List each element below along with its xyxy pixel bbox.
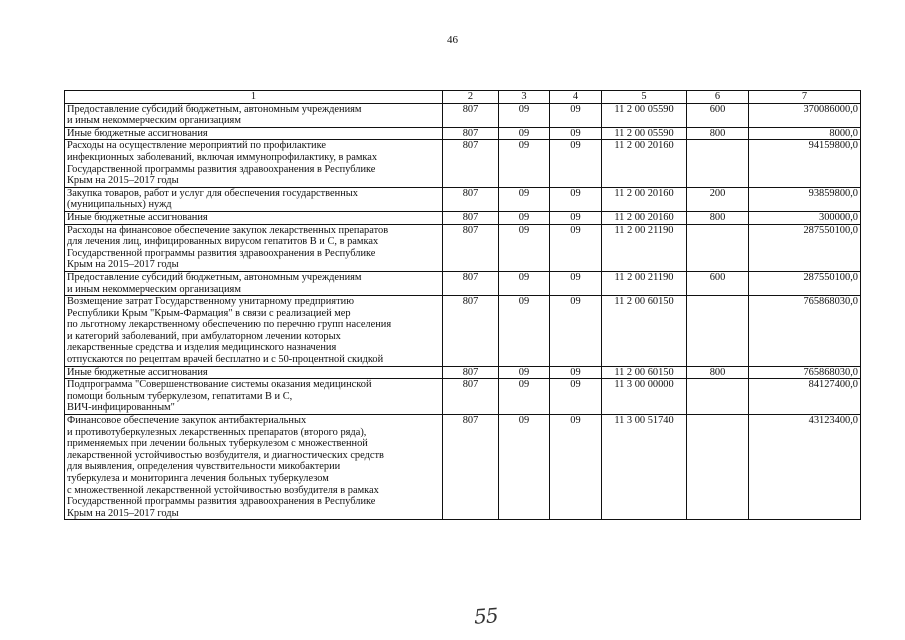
row-amount: 765868030,0	[749, 296, 861, 367]
row-target-article: 11 2 00 20160	[602, 187, 687, 211]
row-expense-type	[687, 379, 749, 415]
row-ministry-code: 807	[443, 366, 499, 379]
row-expense-type	[687, 224, 749, 271]
row-amount: 8000,0	[749, 127, 861, 140]
row-section: 09	[499, 127, 550, 140]
row-subsection: 09	[550, 366, 602, 379]
row-amount: 370086000,0	[749, 103, 861, 127]
row-amount: 84127400,0	[749, 379, 861, 415]
row-subsection: 09	[550, 211, 602, 224]
row-expense-type	[687, 140, 749, 187]
row-ministry-code: 807	[443, 127, 499, 140]
row-section: 09	[499, 140, 550, 187]
header-cell-5: 5	[602, 91, 687, 104]
row-target-article: 11 2 00 05590	[602, 127, 687, 140]
row-name: Закупка товаров, работ и услуг для обеспечения государственных (муниципальных) нужд	[65, 187, 443, 211]
row-target-article: 11 3 00 51740	[602, 415, 687, 520]
row-expense-type: 600	[687, 271, 749, 295]
row-ministry-code: 807	[443, 103, 499, 127]
row-expense-type: 200	[687, 187, 749, 211]
table-row	[65, 211, 861, 224]
row-section: 09	[499, 103, 550, 127]
row-ministry-code: 807	[443, 140, 499, 187]
header-cell-2: 2	[443, 91, 499, 104]
row-amount: 93859800,0	[749, 187, 861, 211]
row-section: 09	[499, 379, 550, 415]
row-ministry-code: 807	[443, 379, 499, 415]
row-expense-type	[687, 296, 749, 367]
row-target-article: 11 2 00 05590	[602, 103, 687, 127]
row-expense-type: 800	[687, 127, 749, 140]
row-ministry-code: 807	[443, 187, 499, 211]
row-subsection: 09	[550, 127, 602, 140]
row-expense-type: 800	[687, 366, 749, 379]
row-name: Иные бюджетные ассигнования	[65, 366, 443, 379]
row-subsection: 09	[550, 296, 602, 367]
row-section: 09	[499, 224, 550, 271]
row-section: 09	[499, 271, 550, 295]
row-subsection: 09	[550, 140, 602, 187]
row-target-article: 11 2 00 21190	[602, 271, 687, 295]
handwritten-page-mark: 55	[473, 603, 499, 629]
table-header-row	[65, 91, 861, 104]
row-amount: 300000,0	[749, 211, 861, 224]
row-section: 09	[499, 415, 550, 520]
row-name: Предоставление субсидий бюджетным, автономным учреждениям и иным некоммерческим организациям	[65, 103, 443, 127]
row-target-article: 11 2 00 20160	[602, 140, 687, 187]
row-name: Иные бюджетные ассигнования	[65, 127, 443, 140]
row-subsection: 09	[550, 271, 602, 295]
row-ministry-code: 807	[443, 211, 499, 224]
row-subsection: 09	[550, 379, 602, 415]
row-target-article: 11 3 00 00000	[602, 379, 687, 415]
row-name: Расходы на финансовое обеспечение закупок лекарственных препаратов для лечения лиц, инфицированных вирусом гепатитов В и С, в рамках Государственной программы развития здравоохранения в Республике Крым на 2015–2017 годы	[65, 224, 443, 271]
row-name: Предоставление субсидий бюджетным, автономным учреждениям и иным некоммерческим организациям	[65, 271, 443, 295]
row-ministry-code: 807	[443, 296, 499, 367]
row-name: Возмещение затрат Государственному унитарному предприятию Республики Крым "Крым-Фармация" в связи с реализацией мер по льготному лекарственному обеспечению по перечню групп населения и категорий заболеваний, при амбулаторном лечении которых лекарственные средства и изделия медицинского назначения отпускаются по рецептам врачей бесплатно и с 50-процентной скидкой	[65, 296, 443, 367]
row-name: Подпрограмма "Совершенствование системы оказания медицинской помощи больным туберкулезом, гепатитами В и С, ВИЧ-инфицированным"	[65, 379, 443, 415]
table-row	[65, 415, 861, 520]
header-cell-6: 6	[687, 91, 749, 104]
row-expense-type	[687, 415, 749, 520]
row-expense-type: 800	[687, 211, 749, 224]
row-target-article: 11 2 00 60150	[602, 366, 687, 379]
table-row	[65, 224, 861, 271]
table-row	[65, 296, 861, 367]
row-section: 09	[499, 296, 550, 367]
row-subsection: 09	[550, 224, 602, 271]
header-cell-1: 1	[65, 91, 443, 104]
row-name: Иные бюджетные ассигнования	[65, 211, 443, 224]
row-ministry-code: 807	[443, 271, 499, 295]
row-amount: 43123400,0	[749, 415, 861, 520]
row-subsection: 09	[550, 187, 602, 211]
row-name: Расходы на осуществление мероприятий по профилактике инфекционных заболеваний, включая иммунопрофилактику, в рамках Государственной программы развития здравоохранения в Республике Крым на 2015–2017 годы	[65, 140, 443, 187]
table-row	[65, 103, 861, 127]
row-amount: 94159800,0	[749, 140, 861, 187]
row-name: Финансовое обеспечение закупок антибактериальных и противотуберкулезных лекарственных препаратов (второго ряда), применяемых при лечении больных туберкулезом с множественной лекарственной устойчивостью возбудителя, и диагностических средств для выявления, определения чувствительности микобактерии туберкулеза и мониторинга лечения больных туберкулезом с множественной лекарственной устойчивостью возбудителя в рамках Государственной программы развития здравоохранения в Республике Крым на 2015–2017 годы	[65, 415, 443, 520]
row-subsection: 09	[550, 103, 602, 127]
table-row	[65, 271, 861, 295]
table-row	[65, 379, 861, 415]
row-subsection: 09	[550, 415, 602, 520]
table-row	[65, 366, 861, 379]
row-amount: 287550100,0	[749, 271, 861, 295]
budget-table	[64, 90, 861, 520]
row-amount: 287550100,0	[749, 224, 861, 271]
table-row	[65, 140, 861, 187]
row-target-article: 11 2 00 20160	[602, 211, 687, 224]
row-ministry-code: 807	[443, 415, 499, 520]
row-expense-type: 600	[687, 103, 749, 127]
header-cell-3: 3	[499, 91, 550, 104]
table-row	[65, 127, 861, 140]
row-ministry-code: 807	[443, 224, 499, 271]
header-cell-7: 7	[749, 91, 861, 104]
row-amount: 765868030,0	[749, 366, 861, 379]
row-section: 09	[499, 366, 550, 379]
row-section: 09	[499, 211, 550, 224]
row-target-article: 11 2 00 21190	[602, 224, 687, 271]
row-section: 09	[499, 187, 550, 211]
row-target-article: 11 2 00 60150	[602, 296, 687, 367]
header-cell-4: 4	[550, 91, 602, 104]
page-number: 46	[447, 34, 458, 46]
table-row	[65, 187, 861, 211]
